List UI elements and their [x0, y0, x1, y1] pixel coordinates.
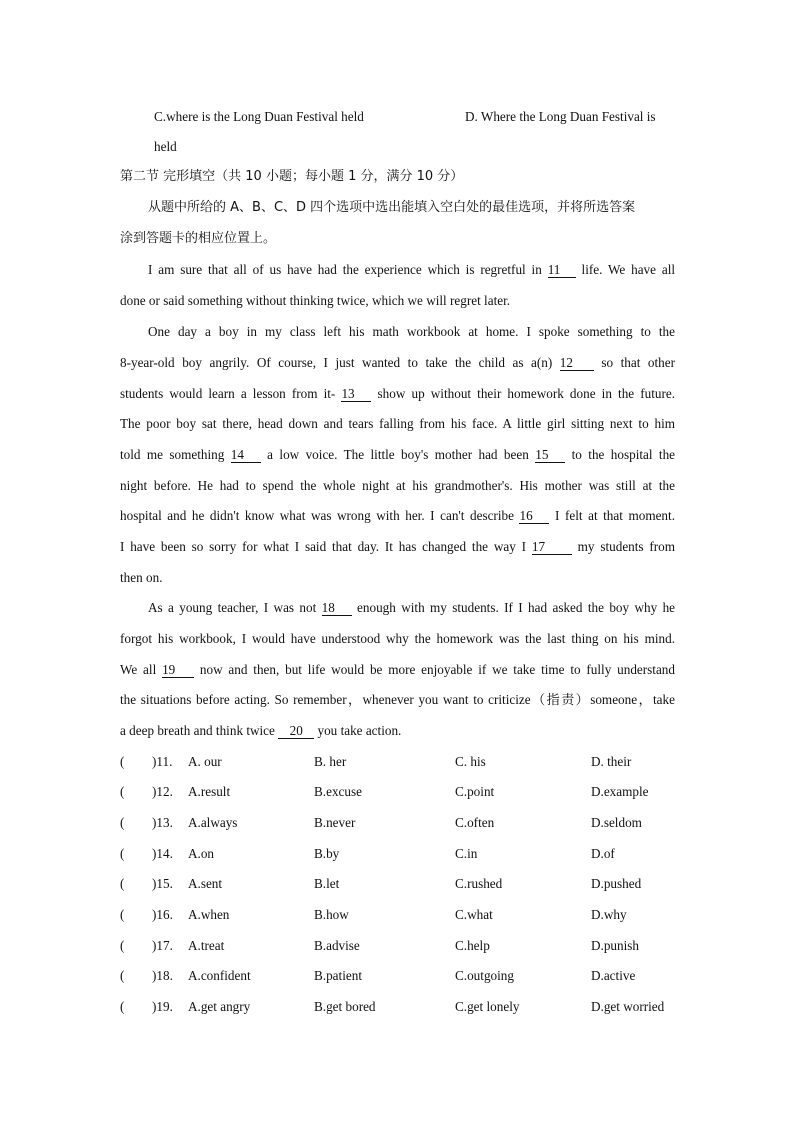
- passage-line: the situations before acting. So remember，whenever you want to criticize（指责）someone，take: [120, 692, 675, 707]
- option-a: A.on: [188, 846, 215, 861]
- option-b: B.excuse: [314, 784, 362, 799]
- passage-line: told me something 14 a low voice. The little boy's mother had been 15 to the hospital the: [120, 447, 676, 462]
- option-c: C.rushed: [455, 876, 503, 891]
- question-row-14: [120, 845, 680, 865]
- question-row-13: [120, 814, 680, 834]
- answer-paren: (: [120, 784, 125, 799]
- blank-16: 16: [519, 509, 549, 524]
- passage-line: I have been so sorry for what I said that day. It has changed the way I 17 my students from: [120, 539, 676, 554]
- question-row-18: [120, 967, 680, 987]
- option-d: D.pushed: [591, 876, 642, 891]
- option-d: D. their: [591, 754, 632, 769]
- blank-18: 18: [322, 601, 352, 616]
- answer-paren: (: [120, 907, 125, 922]
- question-number: )15.: [152, 876, 173, 891]
- option-d: D.get worried: [591, 999, 665, 1014]
- question-number: )14.: [152, 846, 173, 861]
- option-a: A.get angry: [188, 999, 251, 1014]
- answer-paren: (: [120, 846, 125, 861]
- passage-line: As a young teacher, I was not 18 enough with my students. If I had asked the boy why he: [148, 600, 676, 615]
- passage-line: forgot his workbook, I would have understood why the homework was the last thing on his mind.: [120, 631, 675, 646]
- option-a: A.sent: [188, 876, 223, 891]
- option-d: D.punish: [591, 938, 639, 953]
- prev-option-d-cont: held: [154, 139, 177, 154]
- passage-line: then on.: [120, 570, 163, 585]
- blank-14: 14: [231, 448, 261, 463]
- answer-paren: (: [120, 815, 125, 830]
- question-row-17: [120, 937, 680, 957]
- answer-paren: (: [120, 754, 125, 769]
- passage-line: The poor boy sat there, head down and tears falling from his face. A little girl sitting next to him: [120, 416, 675, 431]
- prev-option-d: D. Where the Long Duan Festival is: [465, 109, 656, 124]
- question-number: )17.: [152, 938, 173, 953]
- question-row-12: [120, 783, 680, 803]
- option-a: A.treat: [188, 938, 225, 953]
- blank-17: 17: [532, 540, 572, 555]
- option-d: D.example: [591, 784, 649, 799]
- answer-paren: (: [120, 999, 125, 1014]
- section-instruction-1: 从题中所给的 A、B、C、D 四个选项中选出能填入空白处的最佳选项，并将所选答案: [148, 200, 636, 215]
- question-row-11: [120, 753, 680, 773]
- answer-paren: (: [120, 938, 125, 953]
- question-row-16: [120, 906, 680, 926]
- question-number: )13.: [152, 815, 173, 830]
- blank-13: 13: [341, 387, 371, 402]
- option-b: B.never: [314, 815, 356, 830]
- question-number: )12.: [152, 784, 173, 799]
- blank-15: 15: [535, 448, 565, 463]
- option-d: D.of: [591, 846, 615, 861]
- option-b: B.how: [314, 907, 349, 922]
- option-b: B.patient: [314, 968, 362, 983]
- question-number: )19.: [152, 999, 173, 1014]
- blank-12: 12: [560, 356, 594, 371]
- option-c: C.often: [455, 815, 495, 830]
- option-c: C.outgoing: [455, 968, 514, 983]
- question-row-15: [120, 875, 680, 895]
- passage-line: We all 19 now and then, but life would be more enjoyable if we take time to fully understand: [120, 662, 675, 677]
- option-c: C.get lonely: [455, 999, 520, 1014]
- option-a: A.confident: [188, 968, 251, 983]
- answer-paren: (: [120, 968, 125, 983]
- option-d: D.why: [591, 907, 627, 922]
- prev-option-c: C.where is the Long Duan Festival held: [154, 109, 364, 124]
- passage-line: 8-year-old boy angrily. Of course, I just wanted to take the child as a(n) 12 so that other: [120, 355, 676, 370]
- passage-line: a deep breath and think twice 20 you take action.: [120, 723, 402, 738]
- option-a: A.when: [188, 907, 230, 922]
- section-instruction-2: 涂到答题卡的相应位置上。: [120, 231, 277, 246]
- option-c: C.in: [455, 846, 478, 861]
- option-b: B.advise: [314, 938, 360, 953]
- question-number: )18.: [152, 968, 173, 983]
- passage-line: night before. He had to spend the whole night at his grandmother's. His mother was still at the: [120, 478, 675, 493]
- option-a: A. our: [188, 754, 222, 769]
- option-b: B. her: [314, 754, 347, 769]
- option-d: D.active: [591, 968, 636, 983]
- blank-20: 20: [278, 724, 314, 739]
- option-c: C.point: [455, 784, 495, 799]
- option-c: C.what: [455, 907, 493, 922]
- passage-line: One day a boy in my class left his math workbook at home. I spoke something to the: [148, 324, 675, 339]
- blank-19: 19: [162, 663, 194, 678]
- option-a: A.result: [188, 784, 231, 799]
- option-a: A.always: [188, 815, 238, 830]
- option-c: C.help: [455, 938, 490, 953]
- answer-paren: (: [120, 876, 125, 891]
- blank-11: 11: [548, 263, 576, 278]
- question-number: )11.: [152, 754, 173, 769]
- passage-line: students would learn a lesson from it- 13 show up without their homework done in the future.: [120, 386, 676, 401]
- passage-line: hospital and he didn't know what was wrong with her. I can't describe 16 I felt at that moment.: [120, 508, 675, 523]
- option-b: B.get bored: [314, 999, 376, 1014]
- section-heading: 第二节 完形填空（共 10 小题；每小题 1 分，满分 10 分）: [120, 169, 464, 184]
- question-number: )16.: [152, 907, 173, 922]
- option-b: B.let: [314, 876, 340, 891]
- option-c: C. his: [455, 754, 486, 769]
- passage-line: I am sure that all of us have had the experience which is regretful in 11 life. We have all: [148, 262, 676, 277]
- question-row-19: [120, 998, 680, 1018]
- passage-line: done or said something without thinking twice, which we will regret later.: [120, 293, 511, 308]
- option-b: B.by: [314, 846, 340, 861]
- option-d: D.seldom: [591, 815, 642, 830]
